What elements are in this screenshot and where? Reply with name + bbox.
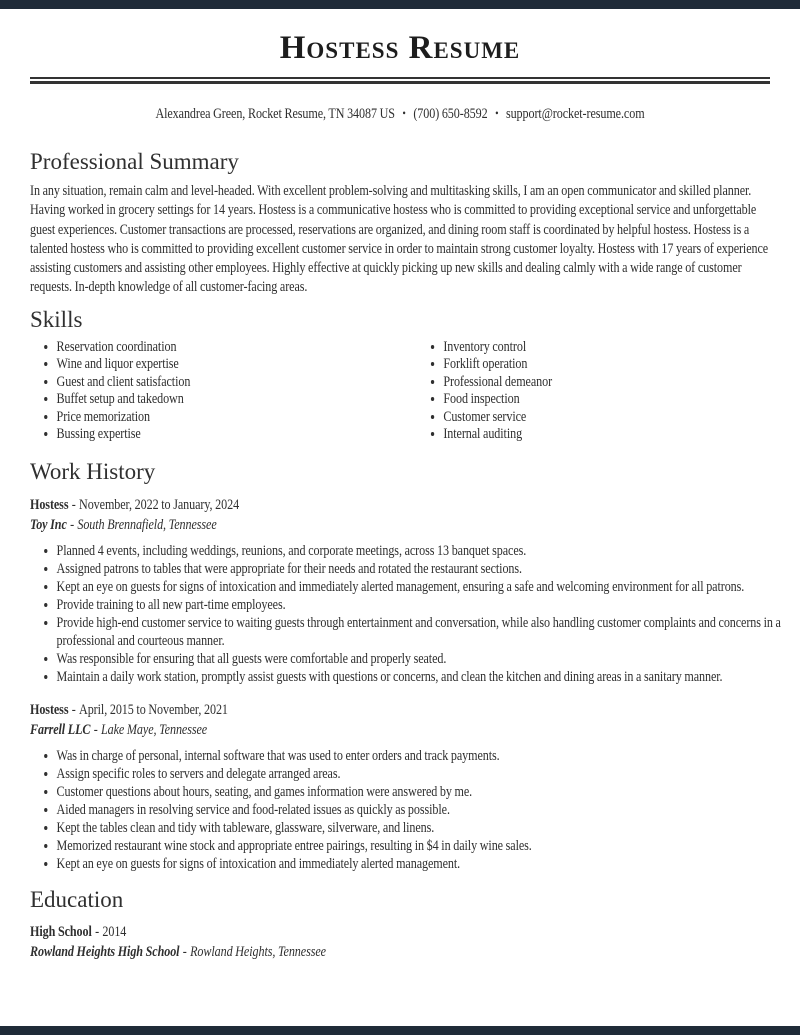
education-school-line <box>30 942 770 962</box>
contact-separator-icon: • <box>495 106 499 120</box>
skill-item: • Bussing expertise <box>57 426 417 444</box>
skill-item: • Forklift operation <box>443 356 552 374</box>
job-title: Hostess <box>30 496 69 513</box>
job-bullet: • Memorized restaurant wine stock and appropriate entree pairings, resulting in $4 in daily wine sales. <box>57 837 797 855</box>
job-bullet: • Assign specific roles to servers and delegate arranged areas. <box>57 765 797 783</box>
education-degree-line <box>30 922 770 942</box>
job-bullet: • Kept the tables clean and tidy with tableware, glassware, silverware, and linens. <box>57 819 797 837</box>
job-bullet-list <box>30 747 797 873</box>
dash-separator: - <box>71 701 76 718</box>
education-entry <box>30 922 770 962</box>
job-company-line <box>30 515 770 535</box>
dash-separator: - <box>70 516 75 533</box>
skill-item: • Guest and client satisfaction <box>57 374 417 392</box>
job-company-line <box>30 720 770 740</box>
education-heading: Education <box>30 886 124 912</box>
education-school: Rowland Heights High School <box>30 943 180 960</box>
job-bullet: • Kept an eye on guests for signs of intoxication and immediately alerted management, ensuring a safe and welcoming environment for all patrons. <box>57 578 797 596</box>
contact-phone: (700) 650-8592 <box>413 106 488 122</box>
job-entry <box>30 495 781 686</box>
job-bullet: • Was responsible for ensuring that all guests were comfortable and properly seated. <box>57 650 797 668</box>
skill-item: • Buffet setup and takedown <box>57 391 417 409</box>
top-accent-bar <box>0 0 800 9</box>
skill-item: • Wine and liquor expertise <box>57 356 417 374</box>
work-history-heading: Work History <box>30 458 156 484</box>
skill-item: • Food inspection <box>443 391 552 409</box>
dash-separator: - <box>182 943 187 960</box>
job-bullet: • Provide high-end customer service to waiting guests through entertainment and conversation, while also handling customer complaints and concerns in a professional and courteous manner. <box>57 614 797 650</box>
contact-email: support@rocket-resume.com <box>505 106 645 122</box>
education-school-location: Rowland Heights, Tennessee <box>190 943 326 960</box>
job-bullet: • Planned 4 events, including weddings, reunions, and corporate meetings, across 13 banquet spaces. <box>57 542 797 560</box>
job-title: Hostess <box>30 701 69 718</box>
bottom-accent-bar <box>0 1026 800 1035</box>
job-bullet: • Aided managers in resolving service and food-related issues as quickly as possible. <box>57 801 797 819</box>
job-title-line <box>30 700 770 720</box>
job-entry <box>30 700 770 873</box>
skill-item: • Price memorization <box>57 409 417 427</box>
skills-column-left <box>30 339 417 444</box>
skills-column-right <box>417 339 552 444</box>
job-bullet: • Assigned patrons to tables that were appropriate for their needs and rotated the restaurant sections. <box>57 560 797 578</box>
job-title-line <box>30 495 770 515</box>
dash-separator: - <box>71 496 76 513</box>
job-location: South Brennafield, Tennessee <box>77 516 217 533</box>
summary-heading: Professional Summary <box>30 149 239 174</box>
education-degree: High School <box>30 923 92 940</box>
skill-item: • Reservation coordination <box>57 339 417 357</box>
title-divider <box>30 77 770 84</box>
job-dates: April, 2015 to November, 2021 <box>79 701 228 718</box>
skill-item: • Professional demeanor <box>443 374 552 392</box>
job-company: Farrell LLC <box>30 721 91 738</box>
skills-list <box>30 339 770 444</box>
contact-line <box>30 104 770 124</box>
job-bullet: • Customer questions about hours, seating, and games information were answered by me. <box>57 783 797 801</box>
dash-separator: - <box>93 721 98 738</box>
skill-item: • Customer service <box>443 409 552 427</box>
summary-paragraph: In any situation, remain calm and level-headed. With excellent problem-solving and multitasking skills, I am an open communicator and skilled planner. Having worked in grocery settings for 14 years. Hostess is a communicative hostess who is committed to providing exceptional service and unforgettable guest experiences. Customer transactions are processed, reservations are organized, and dining room staff is coordinated by helpful hostess. Hostess is a talented hostess who is committed to providing excellent customer service in order to maintain strong customer loyalty. Hostess with 17 years of experience assisting customers and assisting other employees. Highly effective at quickly picking up new skills and dealing calmly with a wide range of customer requests. In-depth knowledge of all customer-facing areas. <box>30 183 769 296</box>
dash-separator: - <box>95 923 100 940</box>
job-location: Lake Maye, Tennessee <box>101 721 208 738</box>
job-bullet: • Was in charge of personal, internal software that was used to enter orders and track payments. <box>57 747 797 765</box>
skill-item: • Inventory control <box>443 339 552 357</box>
page-title: Hostess Resume <box>279 30 521 66</box>
skill-item: • Internal auditing <box>443 426 552 444</box>
education-year: 2014 <box>102 923 127 940</box>
job-dates: November, 2022 to January, 2024 <box>79 496 240 513</box>
job-company: Toy Inc <box>30 516 67 533</box>
contact-name-address: Alexandrea Green, Rocket Resume, TN 34087 US <box>155 106 395 122</box>
job-bullet: • Maintain a daily work station, promptly assist guests with questions or concerns, and clean the kitchen and dining areas in a sanitary manner. <box>57 668 797 686</box>
job-bullet: • Kept an eye on guests for signs of intoxication and immediately alerted management. <box>57 855 797 873</box>
job-bullet-list <box>30 542 797 686</box>
skills-heading: Skills <box>30 306 83 332</box>
contact-separator-icon: • <box>402 106 406 120</box>
job-bullet: • Provide training to all new part-time employees. <box>57 596 797 614</box>
